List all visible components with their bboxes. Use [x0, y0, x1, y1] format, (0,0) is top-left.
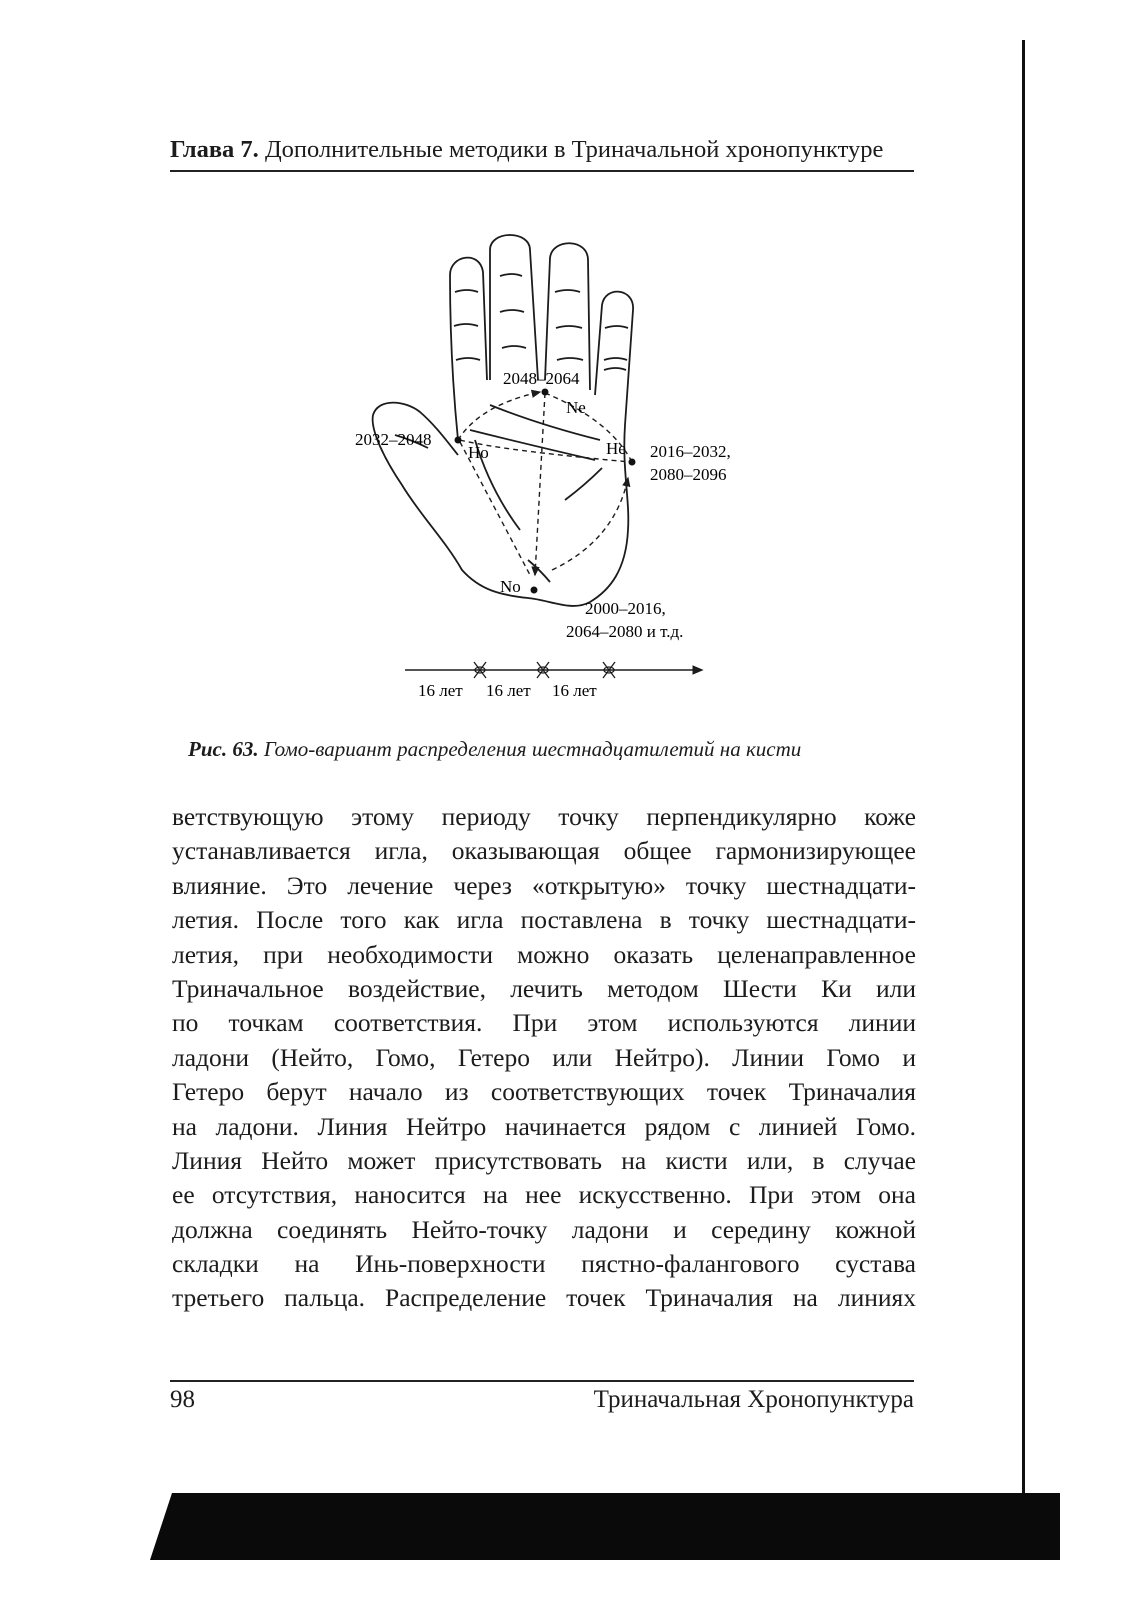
ne-period: 2048–2064 [503, 369, 580, 388]
body-line: складки на Инь-поверхности пястно-фалангового сустава [172, 1249, 916, 1279]
no-point [531, 587, 538, 594]
chapter-title: Дополнительные методики в Триначальной хронопунктуре [264, 136, 884, 163]
body-line: должна соединять Нейто-точку ладони и середину кожной [172, 1214, 916, 1244]
he-label: He [606, 439, 626, 458]
body-line: ветствующую этому периоду точку перпендикулярно коже [172, 802, 916, 831]
scale-label-3: 16 лет [552, 681, 597, 700]
body-line: устанавливается игла, оказывающая общее гармонизирующее [172, 836, 916, 866]
ho-label: Ho [468, 443, 489, 462]
no-period-2: 2064–2080 и т.д. [566, 622, 684, 641]
body-line: ладони (Нейто, Гомо, Гетеро или Нейтро). Линии Гомо и [172, 1042, 916, 1072]
he-period-1: 2016–2032, [650, 442, 731, 461]
body-line: влияние. Это лечение через «открытую» точку шестнадцати- [172, 870, 916, 900]
time-scale [405, 662, 702, 700]
page-number: 98 [170, 1386, 195, 1413]
body-line: по точкам соответствия. При этом используются линии [172, 1008, 916, 1038]
caption-text: Гомо-вариант распределения шестнадцатилетий на кисти [263, 737, 802, 761]
body-paragraph [172, 800, 916, 1316]
body-line: летия, при необходимости можно оказать целенаправленное [172, 939, 916, 969]
dashed-paths [458, 392, 632, 575]
chapter-label: Глава 7. [170, 136, 259, 163]
footer-rule [170, 1380, 914, 1382]
body-line: Гетеро берут начало из соответствующих точек Триначалия [172, 1077, 916, 1107]
body-line: летия. После того как игла поставлена в точку шестнадцати- [172, 905, 916, 935]
book-title: Триначальная Хронопунктура [593, 1386, 914, 1413]
scale-label-1: 16 лет [418, 681, 463, 700]
header-rule [170, 170, 914, 172]
caption-label: Рис. 63. [188, 737, 259, 761]
body-line: Линия Нейто может присутствовать на кисти или, в случае [172, 1145, 916, 1175]
ne-point [542, 389, 549, 396]
no-label: No [500, 577, 521, 596]
he-point [629, 459, 636, 466]
body-line: ее отсутствия, наносится на нее искусственно. При этом она [172, 1180, 916, 1210]
he-period-2: 2080–2096 [650, 465, 727, 484]
ne-label: Ne [566, 398, 586, 417]
body-line: на ладони. Линия Нейтро начинается рядом с линией Гомо. [172, 1111, 916, 1141]
running-header [170, 136, 914, 164]
ho-period: 2032–2048 [355, 430, 432, 449]
body-line: третьего пальца. Распределение точек Триначалия на линиях [172, 1283, 916, 1313]
body-line: Триначальное воздействие, лечить методом Шести Ки или [172, 973, 916, 1003]
page-edge-shadow [1022, 40, 1025, 1520]
hand-diagram [340, 230, 780, 710]
ho-point [455, 437, 462, 444]
no-period-1: 2000–2016, [585, 599, 666, 618]
figure-caption [188, 737, 918, 762]
scale-label-2: 16 лет [486, 681, 531, 700]
